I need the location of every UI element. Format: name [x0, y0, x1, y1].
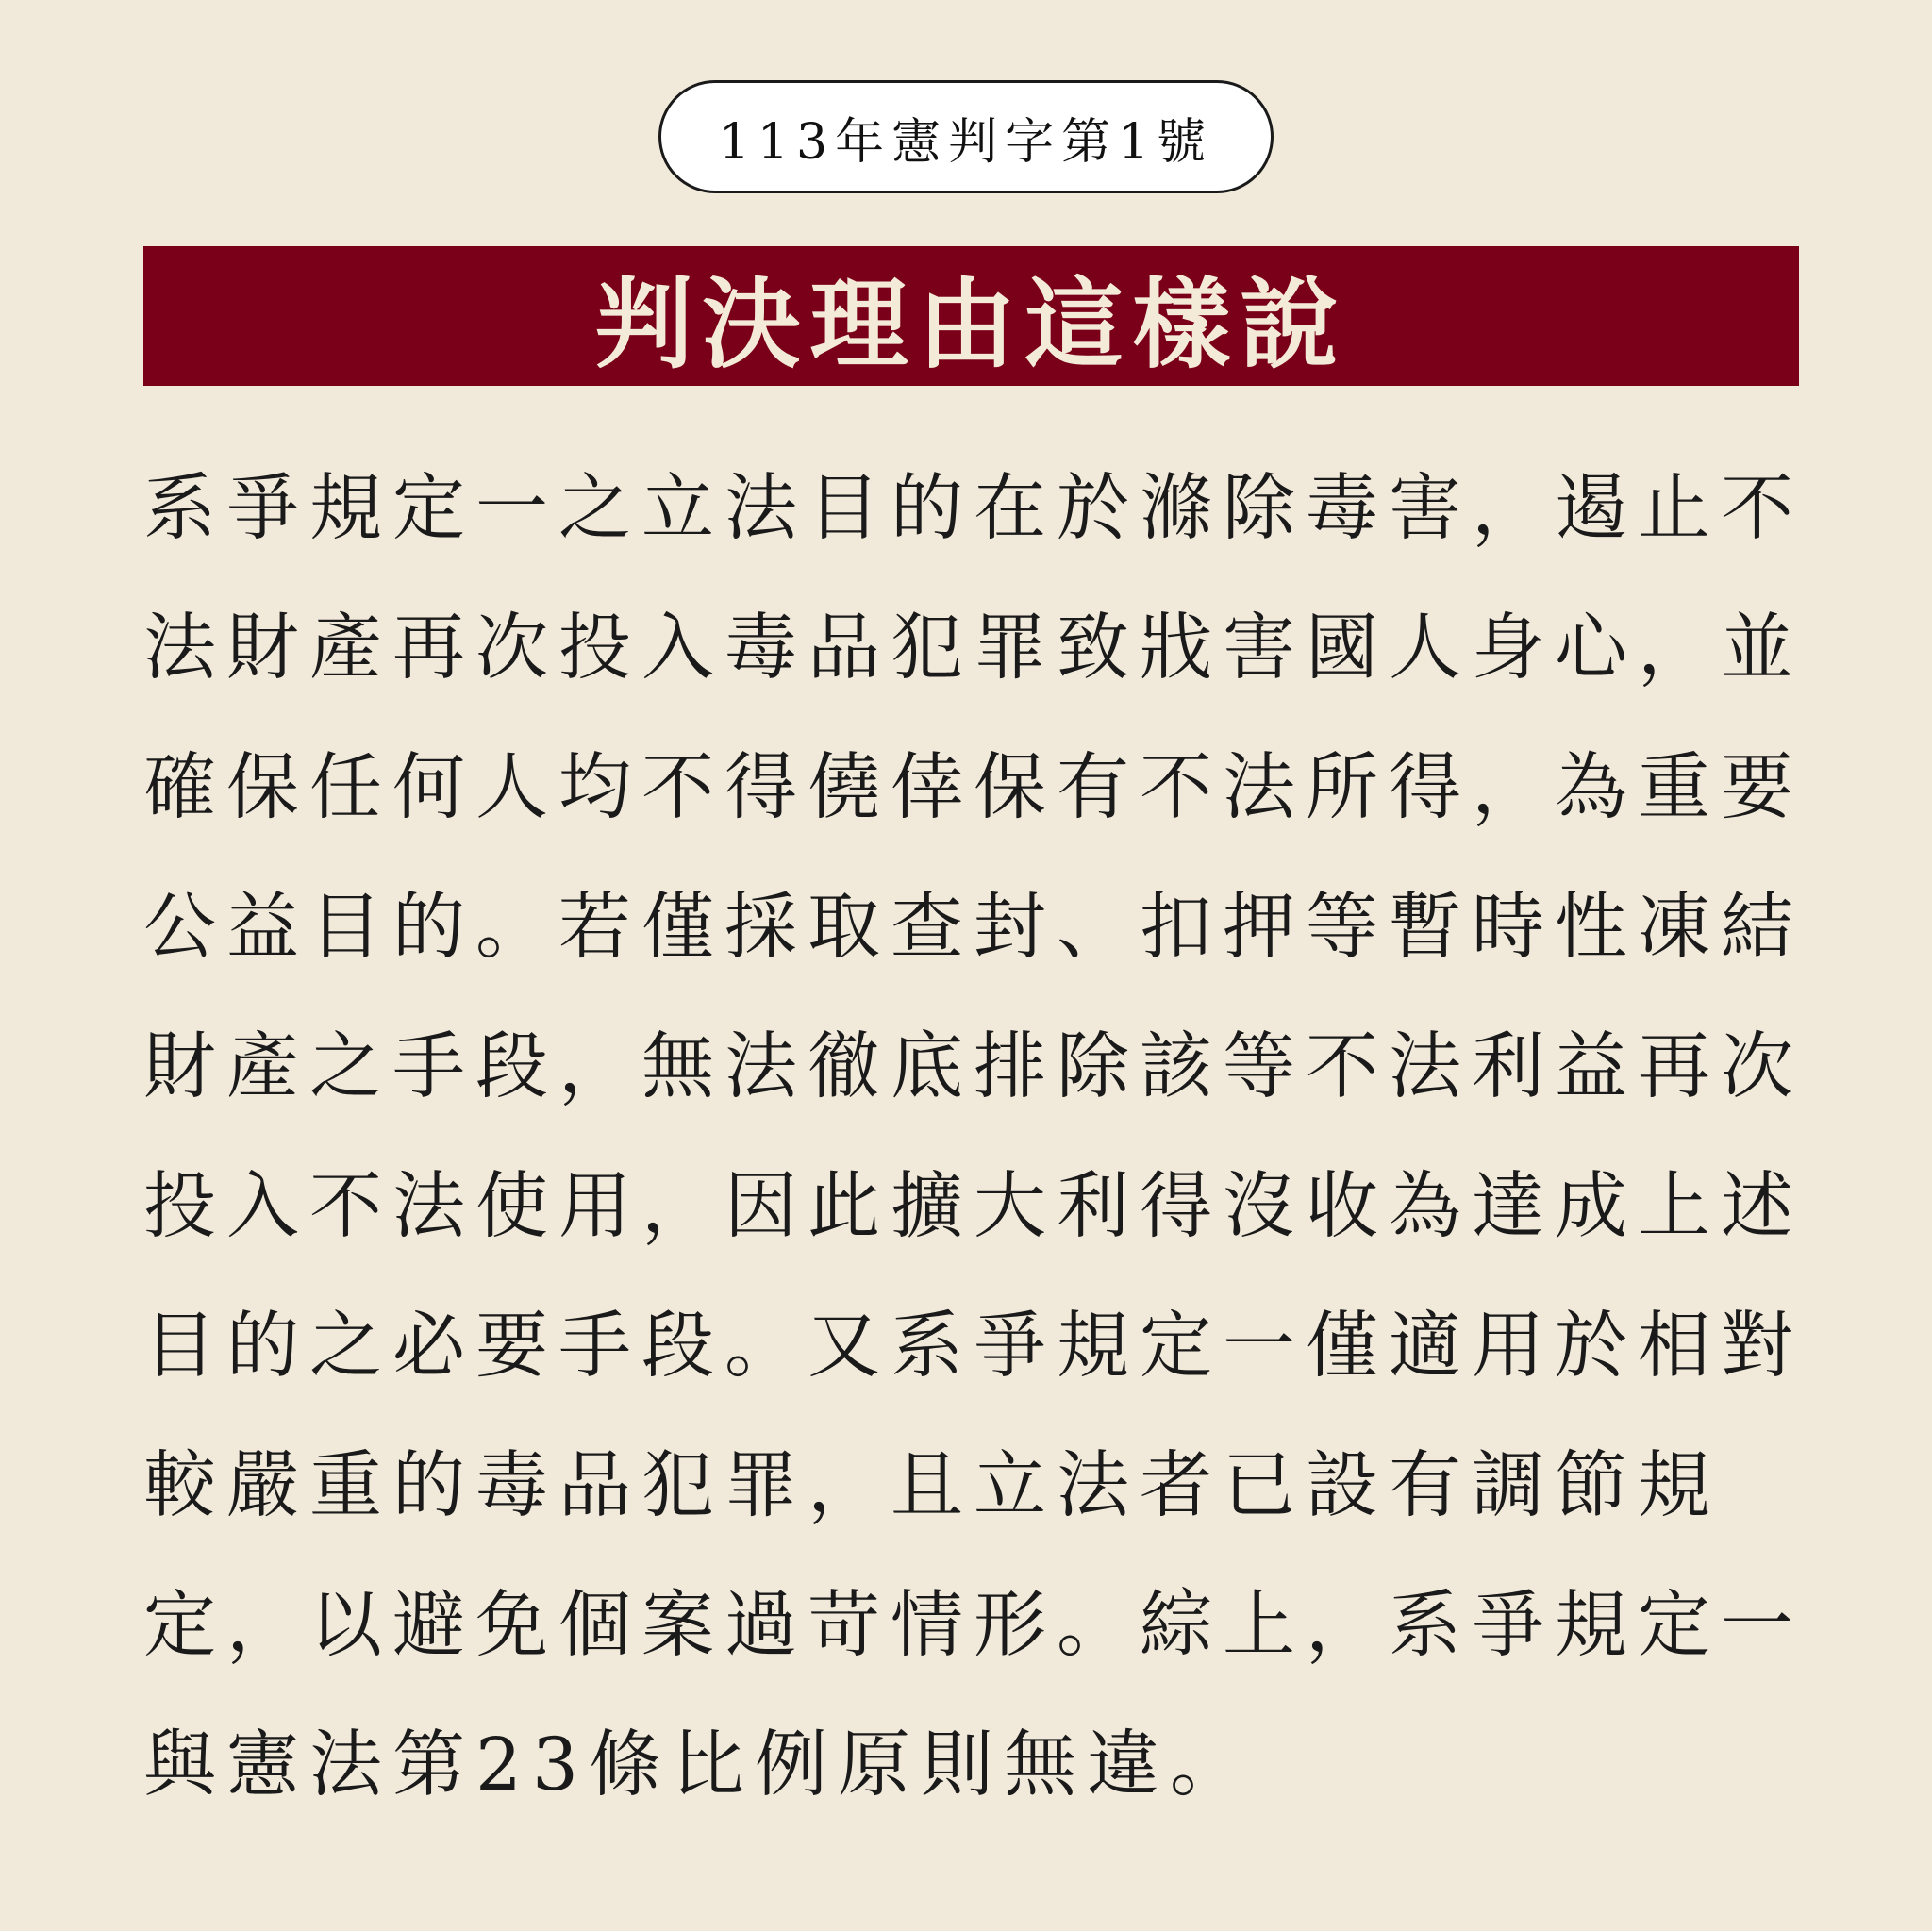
paragraph-line: 較嚴重的毒品犯罪，且立法者已設有調節規: [143, 1444, 1721, 1528]
title-banner: [143, 246, 1799, 386]
case-number: 113年憲判字第1號: [718, 113, 1214, 171]
paragraph-line: 定，以避免個案過苛情形。綜上，系爭規定一: [143, 1584, 1804, 1668]
paragraph-line: 法財產再次投入毒品犯罪致戕害國人身心，並: [143, 607, 1804, 691]
page-title: 判決理由這樣說: [594, 266, 1348, 382]
paragraph-line: 目的之必要手段。又系爭規定一僅適用於相對: [143, 1305, 1804, 1389]
reasoning-paragraph: [143, 443, 1804, 1839]
paragraph-line: 確保任何人均不得僥倖保有不法所得，為重要: [143, 746, 1804, 830]
paragraph-line: 財產之手段，無法徹底排除該等不法利益再次: [143, 1025, 1804, 1109]
paragraph-line: 與憲法第23條比例原則無違。: [143, 1723, 1253, 1807]
paragraph-line: 系爭規定一之立法目的在於滌除毒害，遏止不: [143, 467, 1804, 551]
paragraph-line: 公益目的。若僅採取查封、扣押等暫時性凍結: [143, 886, 1804, 970]
paragraph-line: 投入不法使用，因此擴大利得沒收為達成上述: [143, 1165, 1804, 1249]
case-number-badge: [658, 80, 1274, 193]
